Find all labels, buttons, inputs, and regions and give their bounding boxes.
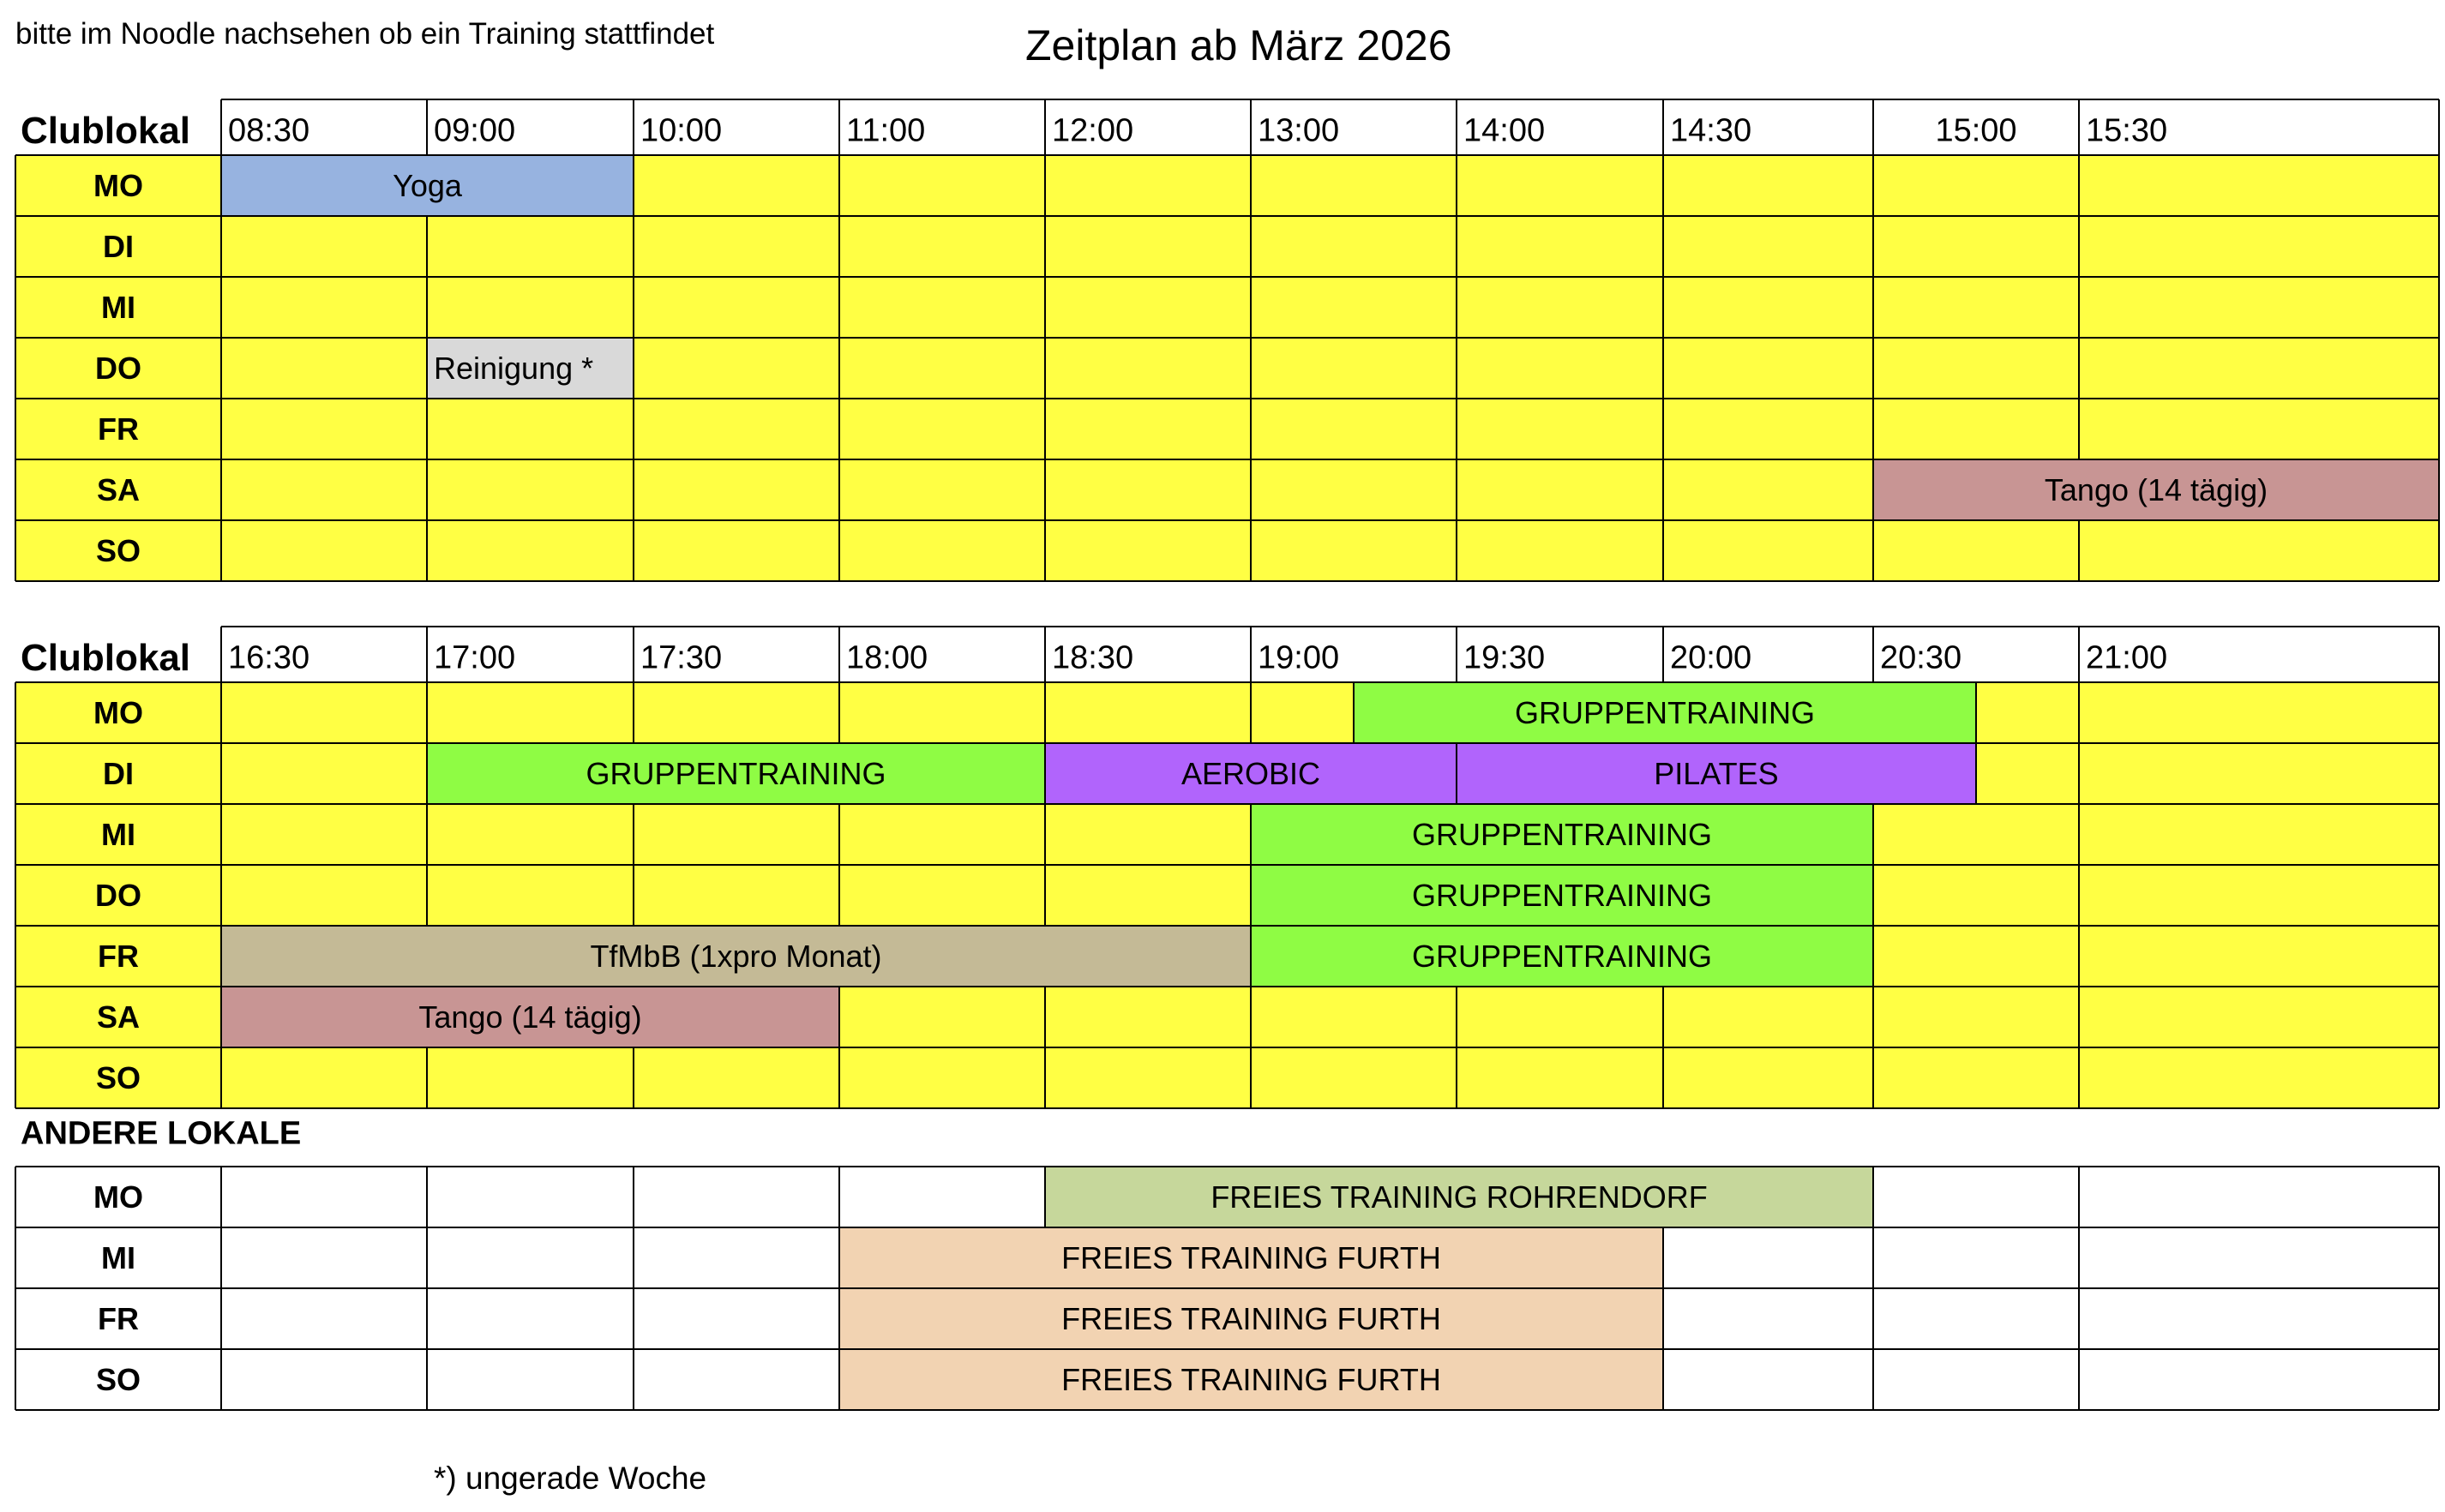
row-background — [15, 338, 2439, 399]
time-label: 21:00 — [2086, 639, 2168, 676]
time-label: 15:30 — [2086, 112, 2168, 149]
event-label: GRUPPENTRAINING — [1411, 878, 1713, 913]
noodle-note: bitte im Noodle nachsehen ob ein Training stattfindet — [15, 17, 715, 51]
event-label: FREIES TRAINING ROHRENDORF — [1210, 1179, 1708, 1215]
day-label: SO — [95, 1060, 141, 1095]
day-label: MI — [101, 1240, 135, 1275]
event-label: FREIES TRAINING FURTH — [1061, 1301, 1441, 1336]
day-label: FR — [98, 1301, 139, 1336]
day-label: MO — [93, 1179, 143, 1215]
row-background — [15, 399, 2439, 459]
page-title: Zeitplan ab März 2026 — [1025, 21, 1452, 69]
day-label: DI — [103, 229, 134, 264]
day-label: SO — [95, 1362, 141, 1397]
day-label: FR — [98, 411, 139, 447]
footnote: *) ungerade Woche — [434, 1461, 707, 1496]
event-label: AEROBIC — [1180, 756, 1321, 791]
event-label: GRUPPENTRAINING — [1411, 939, 1713, 974]
header-background — [15, 99, 2439, 155]
day-label: SA — [96, 999, 141, 1035]
event-label: GRUPPENTRAINING — [1514, 695, 1816, 730]
day-label: DO — [95, 878, 141, 913]
time-label: 17:00 — [434, 639, 516, 676]
row-background — [15, 520, 2439, 581]
event-label: Tango (14 tägig) — [418, 999, 642, 1035]
event-label: PILATES — [1654, 756, 1779, 791]
event-label: TfMbB (1xpro Monat) — [590, 939, 882, 974]
day-label: FR — [98, 939, 139, 974]
row-background — [15, 804, 2439, 865]
event-label: GRUPPENTRAINING — [586, 756, 886, 791]
day-label: MO — [93, 695, 143, 730]
day-label: SO — [95, 533, 141, 568]
other-label: ANDERE LOKALE — [21, 1115, 302, 1152]
day-label: MI — [101, 290, 135, 325]
time-label: 08:30 — [228, 112, 310, 149]
event-label: Yoga — [393, 168, 462, 203]
day-label: MO — [93, 168, 143, 203]
day-label: DO — [95, 351, 141, 386]
time-label: 14:00 — [1463, 112, 1546, 149]
header-background — [15, 627, 2439, 682]
event-label: Tango (14 tägig) — [2044, 472, 2268, 507]
day-label: DI — [103, 756, 134, 791]
row-background — [15, 277, 2439, 338]
time-label: 16:30 — [228, 639, 310, 676]
event-label: Reinigung * — [434, 351, 594, 386]
time-label: 19:00 — [1258, 639, 1340, 676]
event-label: FREIES TRAINING FURTH — [1061, 1240, 1441, 1275]
time-label: 11:00 — [846, 112, 926, 149]
time-label: 18:30 — [1052, 639, 1134, 676]
time-label: 15:00 — [1935, 112, 2017, 149]
time-label: 20:00 — [1670, 639, 1752, 676]
time-label: 13:00 — [1258, 112, 1340, 149]
day-label: MI — [101, 817, 135, 852]
row-background — [15, 1047, 2439, 1108]
time-label: 17:30 — [640, 639, 723, 676]
time-label: 20:30 — [1880, 639, 1962, 676]
time-label: 12:00 — [1052, 112, 1134, 149]
day-label: SA — [96, 472, 141, 507]
event-label: GRUPPENTRAINING — [1411, 817, 1713, 852]
section-label: Clublokal — [21, 110, 191, 152]
time-label: 14:30 — [1670, 112, 1752, 149]
event-label: FREIES TRAINING FURTH — [1061, 1362, 1441, 1397]
row-background — [15, 216, 2439, 277]
row-background — [15, 682, 2439, 743]
time-label: 10:00 — [640, 112, 723, 149]
section-label: Clublokal — [21, 637, 191, 679]
row-background — [15, 865, 2439, 926]
time-label: 19:30 — [1463, 639, 1546, 676]
time-label: 18:00 — [846, 639, 928, 676]
time-label: 09:00 — [434, 112, 516, 149]
